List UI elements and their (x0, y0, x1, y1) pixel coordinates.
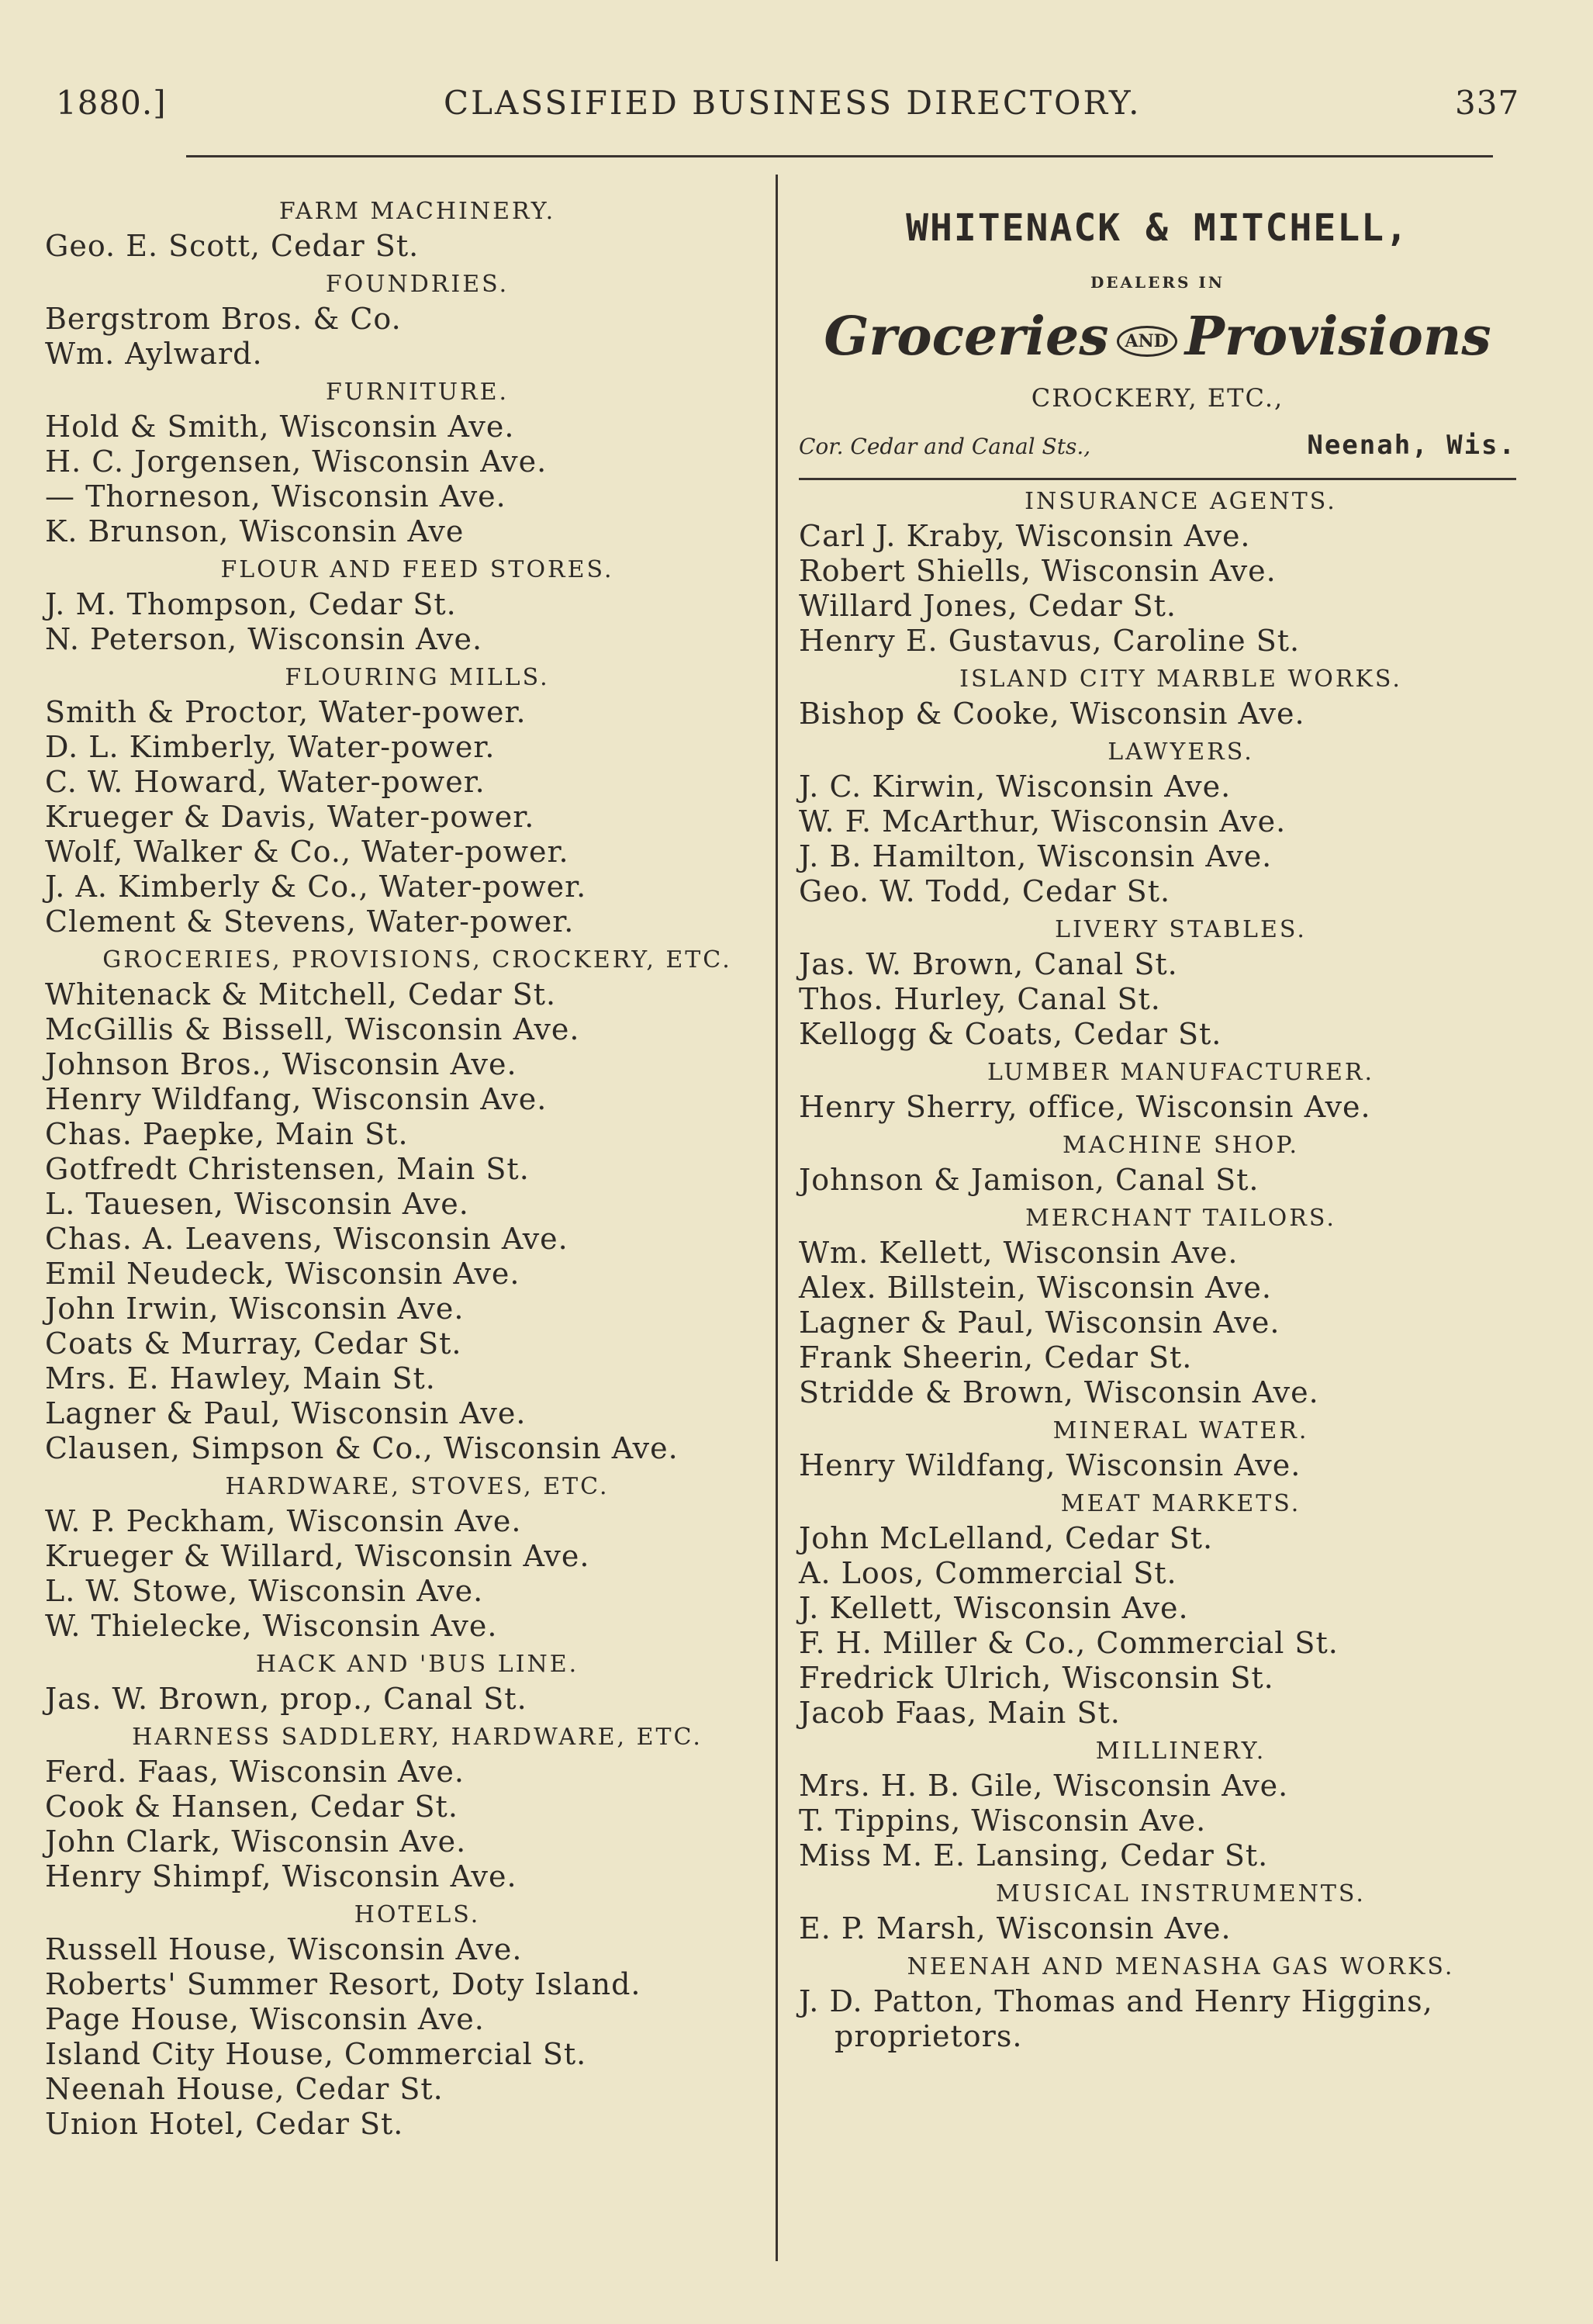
directory-entry: Wm. Kellett, Wisconsin Ave. (799, 1236, 1239, 1270)
directory-entry: Russell House, Wisconsin Ave. (45, 1932, 523, 1966)
page-title: CLASSIFIED BUSINESS DIRECTORY. (444, 84, 1142, 122)
directory-entry: Lagner & Paul, Wisconsin Ave. (799, 1306, 1280, 1340)
ad-city: Neenah, Wis. (1307, 430, 1516, 461)
ad-crockery: CROCKERY, ETC., (1031, 383, 1284, 413)
directory-entry: Johnson & Jamison, Canal St. (799, 1163, 1260, 1197)
directory-entry: Chas. A. Leavens, Wisconsin Ave. (45, 1222, 568, 1256)
directory-entry: N. Peterson, Wisconsin Ave. (45, 622, 483, 656)
ad-street: Cor. Cedar and Canal Sts., (799, 434, 1091, 459)
section-heading: HARNESS SADDLERY, HARDWARE, ETC. (132, 1724, 703, 1751)
directory-entry: Page House, Wisconsin Ave. (45, 2002, 485, 2036)
section-heading: MUSICAL INSTRUMENTS. (996, 1880, 1366, 1907)
directory-entry: John Irwin, Wisconsin Ave. (45, 1292, 465, 1326)
directory-entry: Whitenack & Mitchell, Cedar St. (45, 977, 557, 1012)
section-heading: MACHINE SHOP. (1063, 1132, 1299, 1159)
directory-entry: J. Kellett, Wisconsin Ave. (799, 1591, 1189, 1625)
directory-entry: D. L. Kimberly, Water-power. (45, 730, 496, 764)
section-heading: FLOUR AND FEED STORES. (220, 556, 614, 583)
directory-entry: J. M. Thompson, Cedar St. (45, 587, 457, 621)
section-heading: MILLINERY. (1095, 1738, 1266, 1765)
directory-entry: Henry E. Gustavus, Caroline St. (799, 624, 1301, 658)
directory-entry: C. W. Howard, Water-power. (45, 765, 486, 799)
page-number: 337 (1455, 84, 1520, 122)
directory-entry: Mrs. E. Hawley, Main St. (45, 1361, 436, 1395)
section-heading: GROCERIES, PROVISIONS, CROCKERY, ETC. (102, 946, 732, 974)
directory-entry: Union Hotel, Cedar St. (45, 2107, 404, 2141)
directory-entry: Fredrick Ulrich, Wisconsin St. (799, 1661, 1274, 1695)
directory-entry: Bergstrom Bros. & Co. (45, 302, 402, 336)
directory-entry: W. F. McArthur, Wisconsin Ave. (799, 804, 1287, 839)
ad-headline (799, 306, 1516, 368)
directory-entry: W. Thielecke, Wisconsin Ave. (45, 1609, 498, 1643)
directory-entry: K. Brunson, Wisconsin Ave (45, 514, 465, 548)
directory-entry: Ferd. Faas, Wisconsin Ave. (45, 1755, 465, 1789)
page-year: 1880.] (56, 84, 167, 122)
directory-entry: Johnson Bros., Wisconsin Ave. (45, 1047, 517, 1081)
section-heading: HOTELS. (354, 1901, 481, 1928)
directory-entry: J. A. Kimberly & Co., Water-power. (45, 870, 587, 904)
section-heading: LIVERY STABLES. (1055, 916, 1307, 943)
gas-works-entry (799, 1984, 1516, 2054)
directory-entry: Emil Neudeck, Wisconsin Ave. (45, 1257, 520, 1291)
ad-firm-name: WHITENACK & MITCHELL, (906, 206, 1409, 250)
directory-entry: Geo. E. Scott, Cedar St. (45, 229, 420, 263)
section-heading: NEENAH AND MENASHA GAS WORKS. (907, 1953, 1455, 1980)
ad-address-row (799, 430, 1516, 461)
directory-entry: A. Loos, Commercial St. (799, 1556, 1177, 1590)
directory-entry: Smith & Proctor, Water-power. (45, 695, 527, 729)
gas-works-line2: proprietors. (835, 2019, 1023, 2053)
ad-dealers-in: DEALERS IN (1090, 273, 1225, 292)
section-heading: MERCHANT TAILORS. (1025, 1205, 1336, 1232)
directory-entry: Krueger & Willard, Wisconsin Ave. (45, 1539, 590, 1573)
section-heading: HACK AND 'BUS LINE. (255, 1651, 579, 1678)
directory-entry: Clement & Stevens, Water-power. (45, 904, 575, 939)
right-column (799, 191, 1516, 2054)
section-heading: FURNITURE. (325, 379, 510, 406)
directory-entry: Coats & Murray, Cedar St. (45, 1326, 462, 1361)
directory-entry: Frank Sheerin, Cedar St. (799, 1340, 1193, 1375)
ad-provisions: Provisions (1184, 306, 1491, 368)
section-heading: MINERAL WATER. (1052, 1417, 1309, 1444)
directory-entry: Henry Sherry, office, Wisconsin Ave. (799, 1090, 1371, 1124)
directory-entry: Henry Wildfang, Wisconsin Ave. (799, 1448, 1301, 1482)
directory-entry: Chas. Paepke, Main St. (45, 1117, 409, 1151)
directory-entry: Geo. W. Todd, Cedar St. (799, 874, 1171, 908)
directory-entry: J. C. Kirwin, Wisconsin Ave. (799, 769, 1232, 804)
section-heading: FOUNDRIES. (325, 271, 510, 298)
left-column (45, 191, 743, 2142)
directory-entry: Neenah House, Cedar St. (45, 2072, 444, 2106)
directory-entry: Lagner & Paul, Wisconsin Ave. (45, 1396, 527, 1430)
directory-entry: H. C. Jorgensen, Wisconsin Ave. (45, 444, 548, 479)
directory-entry: Roberts' Summer Resort, Doty Island. (45, 1967, 641, 2001)
ad-groceries: Groceries (824, 306, 1109, 368)
directory-entry: Cook & Hansen, Cedar St. (45, 1790, 458, 1824)
directory-entry: L. W. Stowe, Wisconsin Ave. (45, 1574, 484, 1608)
directory-entry: Alex. Billstein, Wisconsin Ave. (799, 1271, 1272, 1305)
directory-entry: Kellogg & Coats, Cedar St. (799, 1017, 1222, 1051)
directory-entry: Gotfredt Christensen, Main St. (45, 1152, 530, 1186)
directory-entry: Carl J. Kraby, Wisconsin Ave. (799, 519, 1251, 553)
directory-entry: Krueger & Davis, Water-power. (45, 800, 535, 834)
section-heading: HARDWARE, STOVES, ETC. (225, 1473, 610, 1500)
section-heading: FARM MACHINERY. (278, 198, 556, 225)
directory-entry: Henry Wildfang, Wisconsin Ave. (45, 1082, 548, 1116)
ad-and-emblem: AND (1117, 326, 1177, 357)
directory-entry: Hold & Smith, Wisconsin Ave. (45, 410, 515, 444)
directory-entry: Willard Jones, Cedar St. (799, 589, 1177, 623)
directory-entry: Island City House, Commercial St. (45, 2037, 587, 2071)
directory-entry: McGillis & Bissell, Wisconsin Ave. (45, 1012, 580, 1046)
section-heading: LAWYERS. (1107, 738, 1254, 766)
section-heading: INSURANCE AGENTS. (1025, 488, 1337, 515)
directory-entry: L. Tauesen, Wisconsin Ave. (45, 1187, 469, 1221)
directory-entry: Mrs. H. B. Gile, Wisconsin Ave. (799, 1769, 1289, 1803)
gas-works-line1: J. D. Patton, Thomas and Henry Higgins, (799, 1984, 1433, 2018)
directory-entry: Henry Shimpf, Wisconsin Ave. (45, 1859, 517, 1893)
section-heading: ISLAND CITY MARBLE WORKS. (959, 666, 1402, 693)
directory-entry: — Thorneson, Wisconsin Ave. (45, 479, 506, 514)
directory-entry: Jas. W. Brown, prop., Canal St. (45, 1682, 527, 1716)
directory-entry: J. B. Hamilton, Wisconsin Ave. (799, 839, 1273, 873)
section-heading: MEAT MARKETS. (1060, 1490, 1301, 1517)
right-listings (799, 488, 1516, 1980)
column-divider (776, 175, 778, 2261)
header-rule (186, 155, 1493, 157)
directory-entry: John Clark, Wisconsin Ave. (45, 1824, 467, 1859)
directory-entry: W. P. Peckham, Wisconsin Ave. (45, 1504, 522, 1538)
directory-entry: T. Tippins, Wisconsin Ave. (799, 1804, 1207, 1838)
directory-entry: Bishop & Cooke, Wisconsin Ave. (799, 697, 1305, 731)
directory-entry: Clausen, Simpson & Co., Wisconsin Ave. (45, 1431, 679, 1465)
directory-entry: Robert Shiells, Wisconsin Ave. (799, 554, 1277, 588)
directory-entry: John McLelland, Cedar St. (799, 1521, 1214, 1555)
directory-entry: Jacob Faas, Main St. (799, 1696, 1121, 1730)
directory-entry: Thos. Hurley, Canal St. (799, 982, 1161, 1016)
section-heading: LUMBER MANUFACTURER. (987, 1059, 1374, 1086)
advertisement (799, 206, 1516, 480)
directory-entry: Jas. W. Brown, Canal St. (799, 947, 1178, 981)
directory-entry: F. H. Miller & Co., Commercial St. (799, 1626, 1339, 1660)
section-heading: FLOURING MILLS. (285, 664, 550, 691)
directory-entry: Miss M. E. Lansing, Cedar St. (799, 1838, 1269, 1873)
directory-entry: E. P. Marsh, Wisconsin Ave. (799, 1911, 1232, 1945)
directory-entry: Wm. Aylward. (45, 337, 263, 371)
directory-entry: Wolf, Walker & Co., Water-power. (45, 835, 569, 869)
directory-entry: Stridde & Brown, Wisconsin Ave. (799, 1375, 1319, 1409)
